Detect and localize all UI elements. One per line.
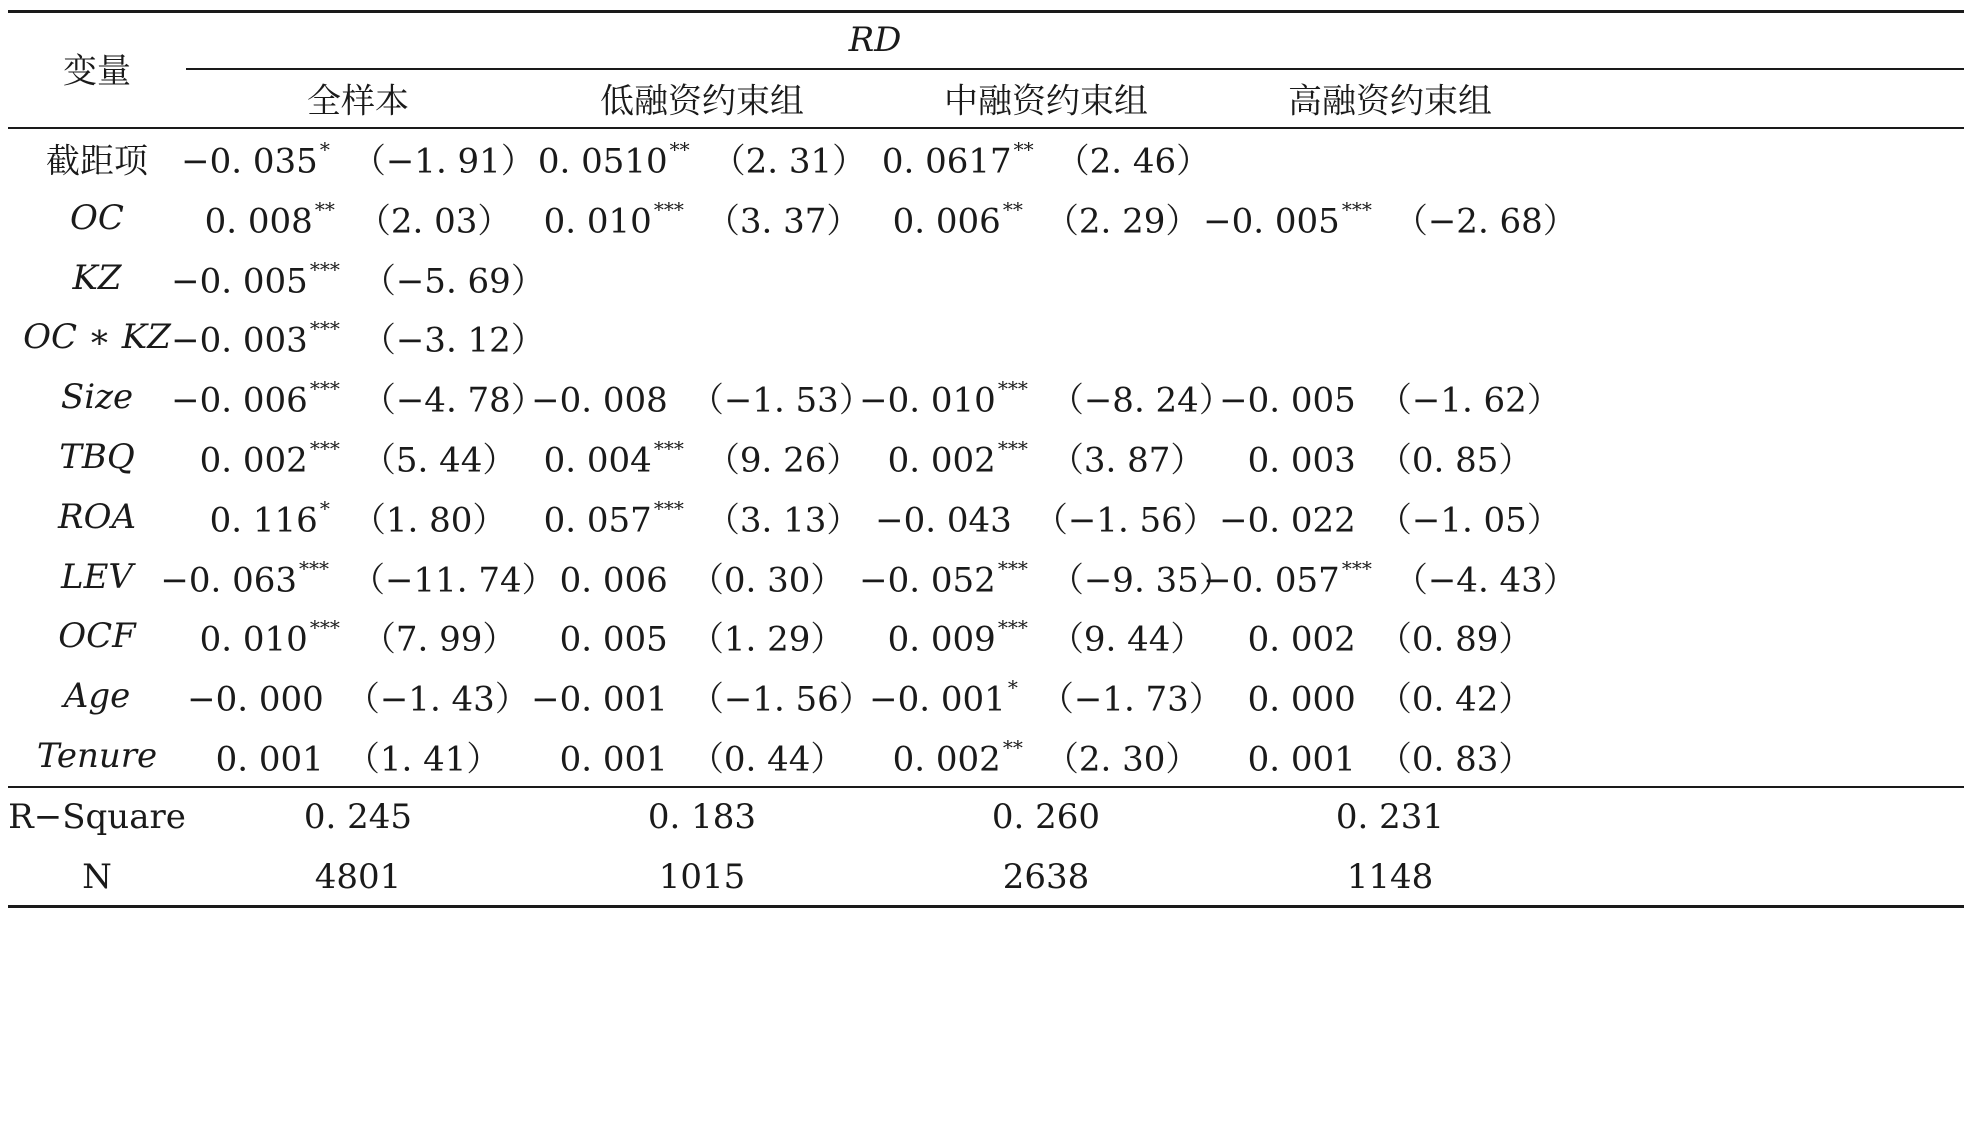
- table-cell: [1219, 492, 1561, 541]
- column-header-mid-constraint: 中融资约束组: [944, 81, 1148, 122]
- row-label: KZ: [72, 257, 122, 298]
- coefficient: 0. 002: [1247, 619, 1356, 660]
- coefficient: −0. 052: [859, 560, 996, 601]
- coefficient: −0. 022: [1219, 500, 1356, 541]
- significance-stars: *: [1007, 675, 1018, 700]
- footer-value: 0. 245: [303, 797, 413, 837]
- table-cell: [888, 612, 1205, 661]
- table-cell: [160, 552, 555, 601]
- t-statistic: （2. 29）: [1044, 201, 1200, 242]
- t-statistic: （3. 87）: [1049, 440, 1205, 481]
- t-statistic: （−1. 91）: [351, 141, 535, 182]
- table-cell: [859, 552, 1233, 601]
- column-header-low-constraint: 低融资约束组: [600, 81, 804, 122]
- coefficient: −0. 005: [171, 261, 308, 302]
- t-statistic: （2. 31）: [711, 141, 867, 182]
- significance-stars: ***: [309, 316, 340, 341]
- table-cell: [1248, 672, 1533, 721]
- table-cell: [544, 492, 861, 541]
- table-cell: [875, 492, 1217, 541]
- table-cell: [171, 313, 545, 362]
- t-statistic: （5. 44）: [361, 440, 517, 481]
- coefficient: −0. 008: [531, 380, 668, 421]
- row-label: 截距项: [46, 141, 148, 182]
- table-cell: [544, 433, 861, 482]
- variable-header: 变量: [63, 51, 131, 92]
- t-statistic: （−1. 62）: [1377, 380, 1561, 421]
- table-cell: [893, 193, 1200, 242]
- significance-stars: ***: [997, 436, 1028, 461]
- row-label: TBQ: [59, 437, 135, 477]
- table-cell: [560, 612, 845, 661]
- t-statistic: （1. 80）: [351, 500, 507, 541]
- t-statistic: （9. 26）: [705, 440, 861, 481]
- t-statistic: （0. 30）: [689, 560, 845, 601]
- significance-stars: ***: [653, 197, 684, 222]
- header-bottom-rule: [8, 127, 1964, 129]
- t-statistic: （2. 03）: [356, 201, 512, 242]
- coefficient: −0. 000: [187, 679, 324, 720]
- table-cell: [200, 612, 517, 661]
- coefficient: −0. 057: [1203, 560, 1340, 601]
- t-statistic: （−1. 56）: [1033, 500, 1217, 541]
- significance-stars: **: [1013, 137, 1034, 162]
- t-statistic: （7. 99）: [361, 619, 517, 660]
- coefficient: 0. 006: [559, 560, 668, 601]
- coefficient: −0. 006: [171, 380, 308, 421]
- coefficient: −0. 005: [1203, 201, 1340, 242]
- t-statistic: （−11. 74）: [351, 560, 556, 601]
- column-header-full-sample: 全样本: [307, 81, 409, 122]
- table-cell: [205, 193, 512, 242]
- table-cell: [560, 732, 845, 781]
- significance-stars: ***: [309, 257, 340, 282]
- coefficient: 0. 0510: [537, 141, 668, 182]
- row-label: Tenure: [36, 736, 158, 776]
- t-statistic: （0. 42）: [1377, 679, 1533, 720]
- significance-stars: ***: [299, 556, 329, 581]
- significance-stars: ***: [309, 436, 340, 461]
- row-label: LEV: [61, 556, 133, 597]
- row-label: Size: [60, 377, 134, 418]
- t-statistic: （0. 85）: [1377, 440, 1533, 481]
- table-cell: [531, 373, 873, 422]
- table-cell: [893, 732, 1200, 781]
- coefficient: −0. 010: [859, 380, 996, 421]
- coefficient: 0. 003: [1247, 440, 1356, 481]
- t-statistic: （1. 41）: [345, 739, 501, 780]
- table-cell: [869, 672, 1223, 721]
- t-statistic: （1. 29）: [689, 619, 845, 660]
- table-cell: [216, 732, 501, 781]
- t-statistic: （0. 44）: [689, 739, 845, 780]
- table-cell: [531, 672, 873, 721]
- significance-stars: ***: [653, 436, 684, 461]
- table-cell: [1248, 433, 1533, 482]
- coefficient: −0. 005: [1219, 380, 1356, 421]
- table-cell: [888, 433, 1205, 482]
- footer-value: 0. 183: [647, 797, 757, 837]
- table-cell: [560, 552, 845, 601]
- footer-value: 4801: [314, 857, 402, 897]
- table-cell: [210, 492, 507, 541]
- t-statistic: （−1. 53）: [689, 380, 873, 421]
- bottom-rule: [8, 905, 1964, 908]
- coefficient: −0. 035: [181, 141, 318, 182]
- row-label: OC ∗ KZ: [23, 317, 171, 358]
- t-statistic: （−9. 35）: [1049, 560, 1233, 601]
- coefficient: 0. 057: [543, 500, 652, 541]
- t-statistic: （−1. 43）: [345, 679, 529, 720]
- significance-stars: ***: [309, 376, 340, 401]
- t-statistic: （−1. 56）: [689, 679, 873, 720]
- row-label: OC: [70, 197, 124, 238]
- significance-stars: *: [319, 496, 330, 521]
- t-statistic: （3. 13）: [705, 500, 861, 541]
- footer-value: 2638: [1002, 857, 1090, 897]
- footer-value: 0. 260: [991, 797, 1101, 837]
- t-statistic: （−2. 68）: [1393, 201, 1577, 242]
- t-statistic: （−1. 73）: [1039, 679, 1223, 720]
- table-cell: [1203, 552, 1577, 601]
- t-statistic: （0. 83）: [1377, 739, 1533, 780]
- t-statistic: （3. 37）: [705, 201, 861, 242]
- row-label: OCF: [58, 616, 136, 657]
- table-cell: [882, 134, 1210, 183]
- group-title: RD: [848, 20, 902, 60]
- coefficient: 0. 006: [892, 201, 1001, 242]
- table-cell: [1203, 193, 1577, 242]
- coefficient: 0. 002: [199, 440, 308, 481]
- significance-stars: **: [669, 137, 690, 162]
- table-cell: [544, 193, 861, 242]
- coefficient: 0. 001: [215, 739, 324, 780]
- coefficient: −0. 001: [869, 679, 1006, 720]
- row-label: ROA: [57, 496, 137, 537]
- coefficient: 0. 009: [887, 619, 996, 660]
- t-statistic: （−1. 05）: [1377, 500, 1561, 541]
- coefficient: 0. 008: [204, 201, 313, 242]
- coefficient: 0. 116: [209, 500, 318, 541]
- significance-stars: ***: [997, 376, 1028, 401]
- t-statistic: （−4. 78）: [361, 380, 545, 421]
- significance-stars: ***: [997, 615, 1028, 640]
- column-header-high-constraint: 高融资约束组: [1288, 81, 1492, 122]
- body-bottom-rule: [8, 786, 1964, 788]
- significance-stars: **: [314, 197, 335, 222]
- coefficient: 0. 002: [892, 739, 1001, 780]
- coefficient: −0. 001: [531, 679, 668, 720]
- t-statistic: （9. 44）: [1049, 619, 1205, 660]
- table-cell: [1248, 732, 1533, 781]
- table-cell: [171, 253, 545, 302]
- table-cell: [538, 134, 866, 183]
- significance-stars: **: [1002, 735, 1023, 760]
- table-cell: [859, 373, 1233, 422]
- significance-stars: ***: [1341, 556, 1372, 581]
- t-statistic: （−8. 24）: [1049, 380, 1233, 421]
- table-cell: [1219, 373, 1561, 422]
- coefficient: 0. 010: [543, 201, 652, 242]
- coefficient: 0. 002: [887, 440, 996, 481]
- t-statistic: （0. 89）: [1377, 619, 1533, 660]
- footer-value: 1015: [658, 857, 746, 897]
- significance-stars: ***: [997, 556, 1028, 581]
- table-cell: [1248, 612, 1533, 661]
- footer-label: N: [82, 857, 112, 897]
- coefficient: 0. 005: [559, 619, 668, 660]
- coefficient: 0. 004: [543, 440, 652, 481]
- t-statistic: （−4. 43）: [1393, 560, 1577, 601]
- coefficient: 0. 001: [559, 739, 668, 780]
- t-statistic: （2. 46）: [1055, 141, 1211, 182]
- coefficient: 0. 0617: [881, 141, 1012, 182]
- row-label: Age: [63, 676, 131, 717]
- t-statistic: （2. 30）: [1044, 739, 1200, 780]
- coefficient: 0. 000: [1247, 679, 1356, 720]
- significance-stars: **: [1002, 197, 1023, 222]
- footer-label: R−Square: [8, 797, 186, 837]
- t-statistic: （−5. 69）: [361, 261, 545, 302]
- coefficient: 0. 010: [199, 619, 308, 660]
- top-rule: [8, 10, 1964, 13]
- t-statistic: （−3. 12）: [361, 320, 545, 361]
- footer-value: 1148: [1346, 857, 1434, 897]
- coefficient: 0. 001: [1247, 739, 1356, 780]
- significance-stars: ***: [1341, 197, 1372, 222]
- table-cell: [171, 373, 545, 422]
- table-cell: [187, 672, 529, 721]
- table-cell: [181, 134, 535, 183]
- significance-stars: ***: [653, 496, 684, 521]
- significance-stars: ***: [309, 615, 340, 640]
- significance-stars: *: [319, 137, 330, 162]
- group-rule: [186, 68, 1964, 70]
- footer-value: 0. 231: [1335, 797, 1445, 837]
- table-cell: [200, 433, 517, 482]
- coefficient: −0. 063: [160, 560, 297, 601]
- coefficient: −0. 043: [875, 500, 1012, 541]
- coefficient: −0. 003: [171, 320, 308, 361]
